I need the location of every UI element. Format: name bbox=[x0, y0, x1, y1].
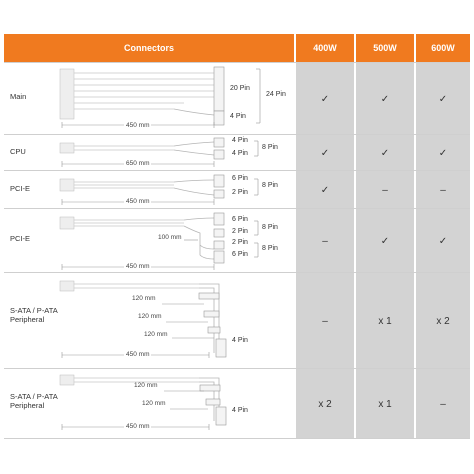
row-name-line1: S-ATA / P-ATA bbox=[10, 306, 58, 315]
row-name-line2: Peripheral bbox=[10, 314, 45, 324]
row-pcie-1 bbox=[4, 170, 470, 208]
row-name-line2: Peripheral bbox=[10, 400, 45, 410]
row-cpu bbox=[4, 134, 470, 170]
cell-pcie1-600w: – bbox=[416, 171, 470, 209]
pin-total-label: 8 Pin bbox=[262, 224, 278, 231]
header-400w: 400W bbox=[296, 34, 354, 62]
row-name-line1: S-ATA / P-ATA bbox=[10, 392, 58, 401]
pin-total-label: 8 Pin bbox=[262, 144, 278, 151]
cell-pcie2-500w: ✓ bbox=[356, 209, 414, 273]
pin-label: 2 Pin bbox=[232, 189, 248, 196]
cell-main-500w: ✓ bbox=[356, 63, 414, 135]
cell-sata2-500w: x 1 bbox=[356, 369, 414, 439]
row-sata-2 bbox=[4, 368, 470, 438]
header-600w: 600W bbox=[416, 34, 470, 62]
pin-label: 6 Pin bbox=[232, 251, 248, 258]
header-500w: 500W bbox=[356, 34, 414, 62]
row-sata-1 bbox=[4, 272, 470, 368]
row-pcie-2 bbox=[4, 208, 470, 272]
pin-label: 6 Pin bbox=[232, 216, 248, 223]
cable-length: 450 mm bbox=[126, 198, 150, 205]
cell-cpu-400w: ✓ bbox=[296, 135, 354, 171]
cell-main-400w: ✓ bbox=[296, 63, 354, 135]
segment-length: 120 mm bbox=[132, 295, 156, 302]
pin-total-label: 24 Pin bbox=[266, 91, 286, 98]
pin-label: 4 Pin bbox=[232, 137, 248, 144]
table-bottom-border bbox=[4, 438, 470, 439]
connectors-header: Connectors bbox=[4, 34, 294, 62]
cable-length: 650 mm bbox=[126, 160, 150, 167]
cell-pcie1-400w: ✓ bbox=[296, 171, 354, 209]
pin-label: 2 Pin bbox=[232, 228, 248, 235]
pin-label: 20 Pin bbox=[230, 85, 250, 92]
pin-label: 2 Pin bbox=[232, 239, 248, 246]
row-name: PCI-E bbox=[10, 234, 31, 243]
cell-sata1-400w: – bbox=[296, 273, 354, 369]
pin-total-label: 8 Pin bbox=[262, 182, 278, 189]
cable-length: 450 mm bbox=[126, 122, 150, 129]
row-name: CPU bbox=[10, 147, 26, 156]
pin-total-label: 8 Pin bbox=[262, 245, 278, 252]
pin-label: 4 Pin bbox=[230, 113, 246, 120]
cell-main-600w: ✓ bbox=[416, 63, 470, 135]
cell-cpu-600w: ✓ bbox=[416, 135, 470, 171]
pin-label: 6 Pin bbox=[232, 175, 248, 182]
cell-sata2-400w: x 2 bbox=[296, 369, 354, 439]
segment-length: 120 mm bbox=[138, 313, 162, 320]
cell-sata2-600w: – bbox=[416, 369, 470, 439]
cell-sata1-600w: x 2 bbox=[416, 273, 470, 369]
row-main bbox=[4, 62, 470, 134]
cable-length: 450 mm bbox=[126, 263, 150, 270]
cable-length: 450 mm bbox=[126, 423, 150, 430]
row-name: Main bbox=[10, 92, 27, 101]
segment-length: 120 mm bbox=[134, 382, 158, 389]
cell-pcie2-400w: – bbox=[296, 209, 354, 273]
cell-pcie2-600w: ✓ bbox=[416, 209, 470, 273]
pin-label: 4 Pin bbox=[232, 337, 248, 344]
row-name: PCI-E bbox=[10, 184, 31, 193]
branch-length: 100 mm bbox=[158, 234, 182, 241]
cell-pcie1-500w: – bbox=[356, 171, 414, 209]
cell-sata1-500w: x 1 bbox=[356, 273, 414, 369]
segment-length: 120 mm bbox=[144, 331, 168, 338]
pin-label: 4 Pin bbox=[232, 407, 248, 414]
cable-length: 450 mm bbox=[126, 351, 150, 358]
pin-label: 4 Pin bbox=[232, 150, 248, 157]
cell-cpu-500w: ✓ bbox=[356, 135, 414, 171]
segment-length: 120 mm bbox=[142, 400, 166, 407]
